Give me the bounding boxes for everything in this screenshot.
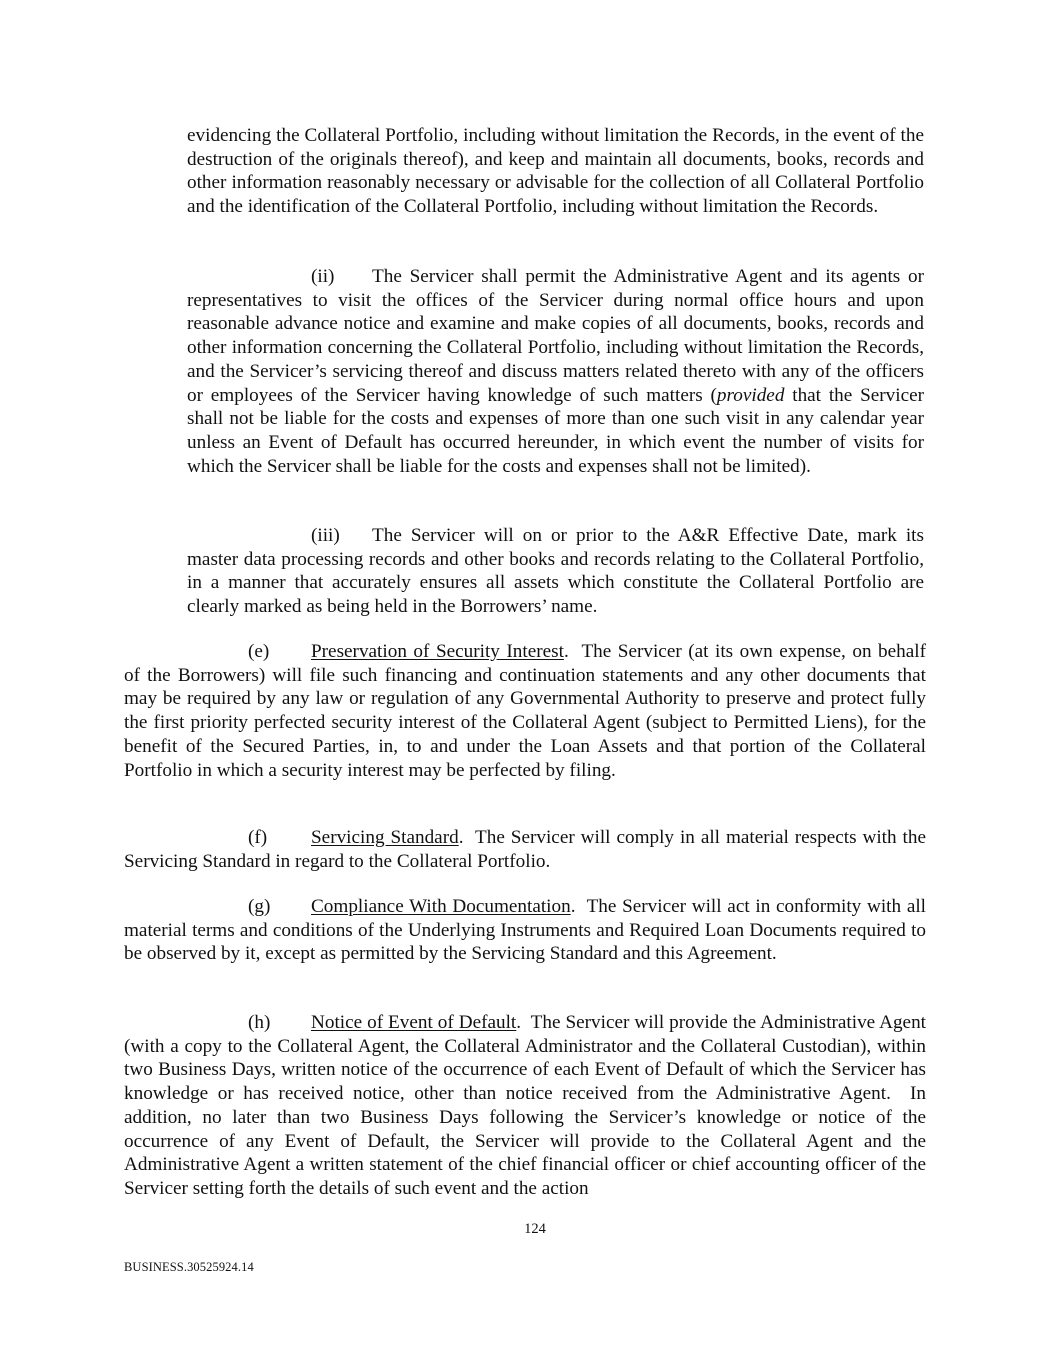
paragraph-h bbox=[124, 1011, 931, 1201]
section-heading: Preservation of Security Interest bbox=[311, 641, 564, 662]
paragraph-ii bbox=[187, 265, 924, 478]
paragraph-text: The Servicer (at its own expense, on behalf of the Borrowers) will file such financing and continuation statements and any other documents that may be required by any law or regulation of any Governmental Authority to preserve and protect fully the first priority perfected security interest of the Collateral Agent (subject to Permitted Liens), for the benefit of the Secured Parties, in, to and under the Loan Assets and that portion of the Collateral Portfolio in which a security interest may be perfected by filing. bbox=[124, 641, 931, 781]
clause-label: (iii) bbox=[311, 525, 340, 546]
document-id-footer: BUSINESS.30525924.14 bbox=[124, 1260, 254, 1274]
page-number: 124 bbox=[524, 1221, 546, 1237]
heading-punct: . bbox=[516, 1012, 522, 1033]
section-heading: Servicing Standard bbox=[311, 827, 459, 848]
paragraph-g bbox=[124, 895, 931, 966]
section-heading: Notice of Event of Default bbox=[311, 1012, 517, 1033]
clause-label: (g) bbox=[248, 896, 271, 917]
paragraph-continuation bbox=[187, 124, 924, 219]
paragraph-text: The Servicer will on or prior to the A&R Effective Date, mark its master data processing records and other books and records relating to the Collateral Portfolio, in a manner that accurately ensures all assets which constitute the Collateral Portfolio are clearly marked as being held in the Borrowers’ name. bbox=[187, 525, 924, 618]
paragraph-iii bbox=[187, 524, 924, 619]
paragraph-text: The Servicer will comply in all material respects with the Servicing Standard in regard to the Collateral Portfolio. bbox=[124, 827, 931, 872]
paragraph-text: The Servicer will provide the Administrative Agent (with a copy to the Collateral Agent, the Collateral Administrator and the Collateral Custodian), within two Business Days, written notice of the occurrence of each Event of Default of which the Servicer has knowledge or has received notice, other than notice received from the Administrative Agent. In addition, no later than two Business Days following the Servicer’s knowledge or notice of the occurrence of any Event of Default, the Servicer will provide to the Collateral Agent and the Administrative Agent a written statement of the chief financial officer or chief accounting officer of the Servicer setting forth the details of such event and the action bbox=[124, 1012, 931, 1199]
heading-punct: . bbox=[563, 641, 569, 662]
heading-punct: . bbox=[458, 827, 464, 848]
clause-label: (h) bbox=[248, 1012, 271, 1033]
heading-punct: . bbox=[570, 896, 576, 917]
paragraph-text: evidencing the Collateral Portfolio, including without limitation the Records, in the event of the destruction of the originals thereof), and keep and maintain all documents, books, records and other information reasonably necessary or advisable for the collection of all Collateral Portfolio and the identification of the Collateral Portfolio, including without limitation the Records. bbox=[187, 125, 924, 218]
clause-label: (f) bbox=[248, 827, 268, 848]
section-heading: Compliance With Documentation bbox=[311, 896, 571, 917]
italic-term: provided bbox=[716, 384, 785, 406]
paragraph-text: The Servicer will act in conformity with all material terms and conditions of the Underlying Instruments and Required Loan Documents required to be observed by it, except as permitted by the Servicing Standard and this Agreement. bbox=[124, 896, 931, 965]
paragraph-f bbox=[124, 826, 931, 873]
paragraph-text: The Servicer shall permit the Administrative Agent and its agents or representatives to visit the offices of the Servicer during normal office hours and upon reasonable advance notice and examine and make copies of all documents, books, records and other information concerning the Collateral Portfolio, including without limitation the Records, and the Servicer’s servicing thereof and discuss matters related thereto with any of the officers or employees of the Servicer having knowledge of such matters ( bbox=[187, 266, 924, 406]
clause-label: (ii) bbox=[311, 266, 335, 287]
clause-label: (e) bbox=[248, 641, 270, 662]
paragraph-e bbox=[124, 640, 931, 782]
paragraph-text-cont: that the Servicer shall not be liable for the costs and expenses of more than one such visit in any calendar year unless an Event of Default has occurred hereunder, in which event the number of visits for which the Servicer shall be liable for the costs and expenses shall not be limited). bbox=[187, 384, 924, 477]
